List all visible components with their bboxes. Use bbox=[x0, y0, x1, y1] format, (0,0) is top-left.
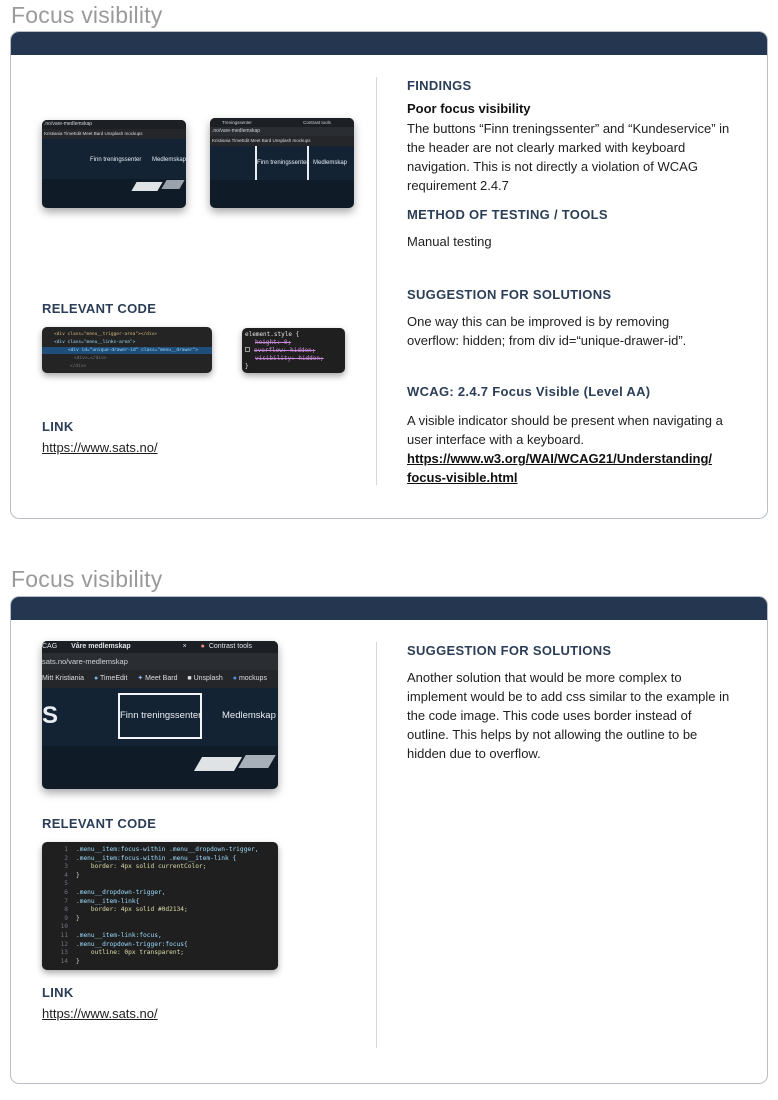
nav-item-membership: Medlemskap bbox=[152, 157, 186, 163]
checkbox-icon bbox=[245, 347, 250, 352]
code-line bbox=[46, 872, 80, 879]
site-link[interactable]: https://www.sats.no/ bbox=[42, 440, 158, 455]
wcag-text bbox=[407, 411, 737, 487]
code-line bbox=[46, 923, 76, 930]
code-line: overflow: hidden; bbox=[245, 347, 315, 354]
tab-label: Contrast tools bbox=[303, 120, 331, 125]
suggestion-heading: SUGGESTION FOR SOLUTIONS bbox=[407, 643, 612, 658]
code-text: border: 4px solid #0d2134; bbox=[76, 906, 188, 914]
column-divider bbox=[376, 642, 377, 1048]
line-number: 6 bbox=[64, 889, 68, 896]
code-line: height: 0; bbox=[255, 339, 292, 346]
code-line bbox=[46, 889, 165, 896]
finding-text: The buttons “Finn treningssenter” and “Kundeservice” in the header are not clearly marked with keyboard navigation. This is not directly a violation of WCAG requirement 2.4.7 bbox=[407, 121, 730, 193]
line-number: 11 bbox=[60, 932, 68, 939]
suggestion-text: Another solution that would be more complex to implement would be to add css similar to the example in the code image. This code uses border instead of outline. This helps by not allowing the outline to be hidden due to overflow. bbox=[407, 670, 730, 761]
unsplash-icon: ■ bbox=[187, 675, 192, 682]
code-line: element.style { bbox=[245, 331, 300, 338]
site-nav bbox=[42, 688, 278, 746]
code-text: } bbox=[76, 914, 80, 922]
nav-item-find-gym: Finn treningssenter bbox=[257, 160, 309, 166]
url-text: sats.no/vare-medlemskap bbox=[42, 653, 278, 670]
line-number: 2 bbox=[64, 854, 68, 862]
code-line bbox=[46, 915, 80, 922]
hero-graphic bbox=[238, 755, 276, 768]
wcag-heading: WCAG: 2.4.7 Focus Visible (Level AA) bbox=[407, 384, 651, 399]
screenshot-header-2 bbox=[210, 118, 354, 208]
card-header-bar bbox=[11, 597, 767, 620]
card-header-bar bbox=[11, 32, 767, 55]
site-link[interactable]: https://www.sats.no/ bbox=[42, 1006, 158, 1021]
code-snippet-styles bbox=[242, 328, 345, 373]
code-text: border: 4px solid currentColor; bbox=[76, 863, 207, 871]
line-number: 3 bbox=[64, 863, 68, 871]
suggestion-text: One way this can be improved is by removing overflow: hidden; from div id=“unique-drawer-id”. bbox=[407, 314, 687, 348]
code-line: visibility: hidden; bbox=[255, 355, 324, 362]
section-title: Focus visibility bbox=[11, 2, 163, 28]
hero-graphic bbox=[131, 182, 162, 191]
code-text: .menu__item:focus-within .menu__dropdown-trigger, bbox=[76, 846, 259, 853]
tab-strip bbox=[42, 641, 278, 653]
tab-strip bbox=[210, 118, 354, 127]
code-line: } bbox=[245, 363, 249, 370]
screenshot-header-1 bbox=[42, 120, 186, 208]
relevant-code-heading: RELEVANT CODE bbox=[42, 816, 157, 831]
code-text: outline: 0px transparent; bbox=[76, 949, 185, 957]
finding-card bbox=[10, 596, 768, 1084]
logo-fragment: S bbox=[42, 702, 59, 729]
hero-graphic bbox=[161, 180, 184, 189]
code-text: .menu__item:focus-within .menu__item-link { bbox=[76, 854, 237, 862]
code-line bbox=[46, 855, 236, 862]
code-text: } bbox=[76, 871, 80, 879]
relevant-code-heading: RELEVANT CODE bbox=[42, 301, 157, 316]
site-nav bbox=[42, 139, 186, 179]
finding-card bbox=[10, 31, 768, 519]
tab-label: CAG bbox=[42, 643, 58, 650]
line-number: 4 bbox=[64, 871, 68, 879]
findings-heading: FINDINGS bbox=[407, 78, 472, 93]
line-number: 13 bbox=[60, 949, 68, 957]
line-number: 14 bbox=[60, 957, 68, 965]
code-line bbox=[46, 949, 184, 956]
code-line bbox=[46, 906, 188, 913]
bookmarks-bar: Kristiania TimeEdit Meet Bard Unsplash mockups bbox=[42, 129, 186, 139]
line-number: 12 bbox=[60, 940, 68, 948]
code-line: <div class="menu__trigger-area"></div> bbox=[54, 332, 157, 337]
code-line bbox=[46, 941, 188, 948]
code-text: .menu__dropdown-trigger:focus{ bbox=[76, 940, 188, 948]
bookmarks-bar: Mitt Kristiania ● TimeEdit ✦ Meet Bard ■ Unsplash ● mockups bbox=[42, 670, 278, 688]
code-snippet-html bbox=[42, 327, 212, 373]
timeedit-icon: ● bbox=[93, 675, 99, 682]
tab-label: Treningssenter bbox=[222, 120, 252, 125]
sparkle-icon: ✦ bbox=[137, 675, 144, 682]
method-text: Manual testing bbox=[407, 234, 492, 249]
section-title: Focus visibility bbox=[11, 566, 163, 592]
tab-label: Contrast tools bbox=[208, 643, 253, 650]
hero-graphic bbox=[194, 757, 242, 771]
line-number: 5 bbox=[64, 880, 68, 888]
link-heading: LINK bbox=[42, 985, 74, 1000]
code-line: <div class="menu__links-area"> bbox=[54, 340, 136, 345]
contrast-icon: ● bbox=[200, 643, 205, 650]
wcag-description: A visible indicator should be present when navigating a user interface with a keyboard. bbox=[407, 413, 723, 447]
finding-title: Poor focus visibility bbox=[407, 101, 531, 116]
code-line bbox=[46, 846, 259, 853]
link-heading: LINK bbox=[42, 419, 74, 434]
code-line: </div> bbox=[70, 364, 87, 369]
line-number: 1 bbox=[64, 846, 68, 853]
code-line bbox=[46, 932, 162, 939]
nav-item-find-gym: Finn treningssenter bbox=[90, 157, 142, 163]
method-heading: METHOD OF TESTING / TOOLS bbox=[407, 207, 608, 222]
url-text: .no/vare-medlemskap bbox=[42, 120, 186, 129]
nav-item-membership: Medlemskap bbox=[313, 160, 348, 166]
code-line bbox=[46, 880, 76, 887]
tab-label: Våre medlemskap bbox=[71, 643, 131, 650]
site-nav bbox=[210, 146, 354, 180]
code-line bbox=[46, 863, 206, 870]
screenshot-focus-border bbox=[42, 641, 278, 789]
wcag-link[interactable]: https://www.w3.org/WAI/WCAG21/Understanding/ focus-visible.html bbox=[407, 451, 713, 485]
close-icon: × bbox=[182, 643, 187, 650]
line-number: 9 bbox=[64, 914, 68, 922]
code-line: <div>…</div> bbox=[74, 356, 107, 361]
line-number: 10 bbox=[60, 923, 68, 931]
code-line bbox=[46, 958, 80, 965]
code-text: .menu__item-link{ bbox=[76, 897, 140, 905]
column-divider bbox=[376, 77, 377, 485]
code-line: <div id="unique-drawer-id" class="menu__drawer"> bbox=[68, 348, 199, 353]
url-text: .no/vare-medlemskap bbox=[210, 127, 354, 136]
mockups-icon: ● bbox=[232, 675, 237, 682]
nav-item-find-gym: Finn treningssenter bbox=[120, 710, 202, 721]
code-snippet-css bbox=[42, 842, 278, 970]
suggestion-heading: SUGGESTION FOR SOLUTIONS bbox=[407, 287, 612, 302]
code-line bbox=[46, 898, 139, 905]
code-text: .menu__item-link:focus, bbox=[76, 932, 162, 939]
code-text: } bbox=[76, 957, 80, 965]
line-number: 8 bbox=[64, 906, 68, 914]
code-text: .menu__dropdown-trigger, bbox=[76, 889, 166, 896]
nav-item-membership: Medlemskap bbox=[222, 710, 276, 721]
line-number: 7 bbox=[64, 897, 68, 905]
bookmarks-bar: Kristiania TimeEdit Meet Bard Unsplash mockups bbox=[210, 136, 354, 146]
